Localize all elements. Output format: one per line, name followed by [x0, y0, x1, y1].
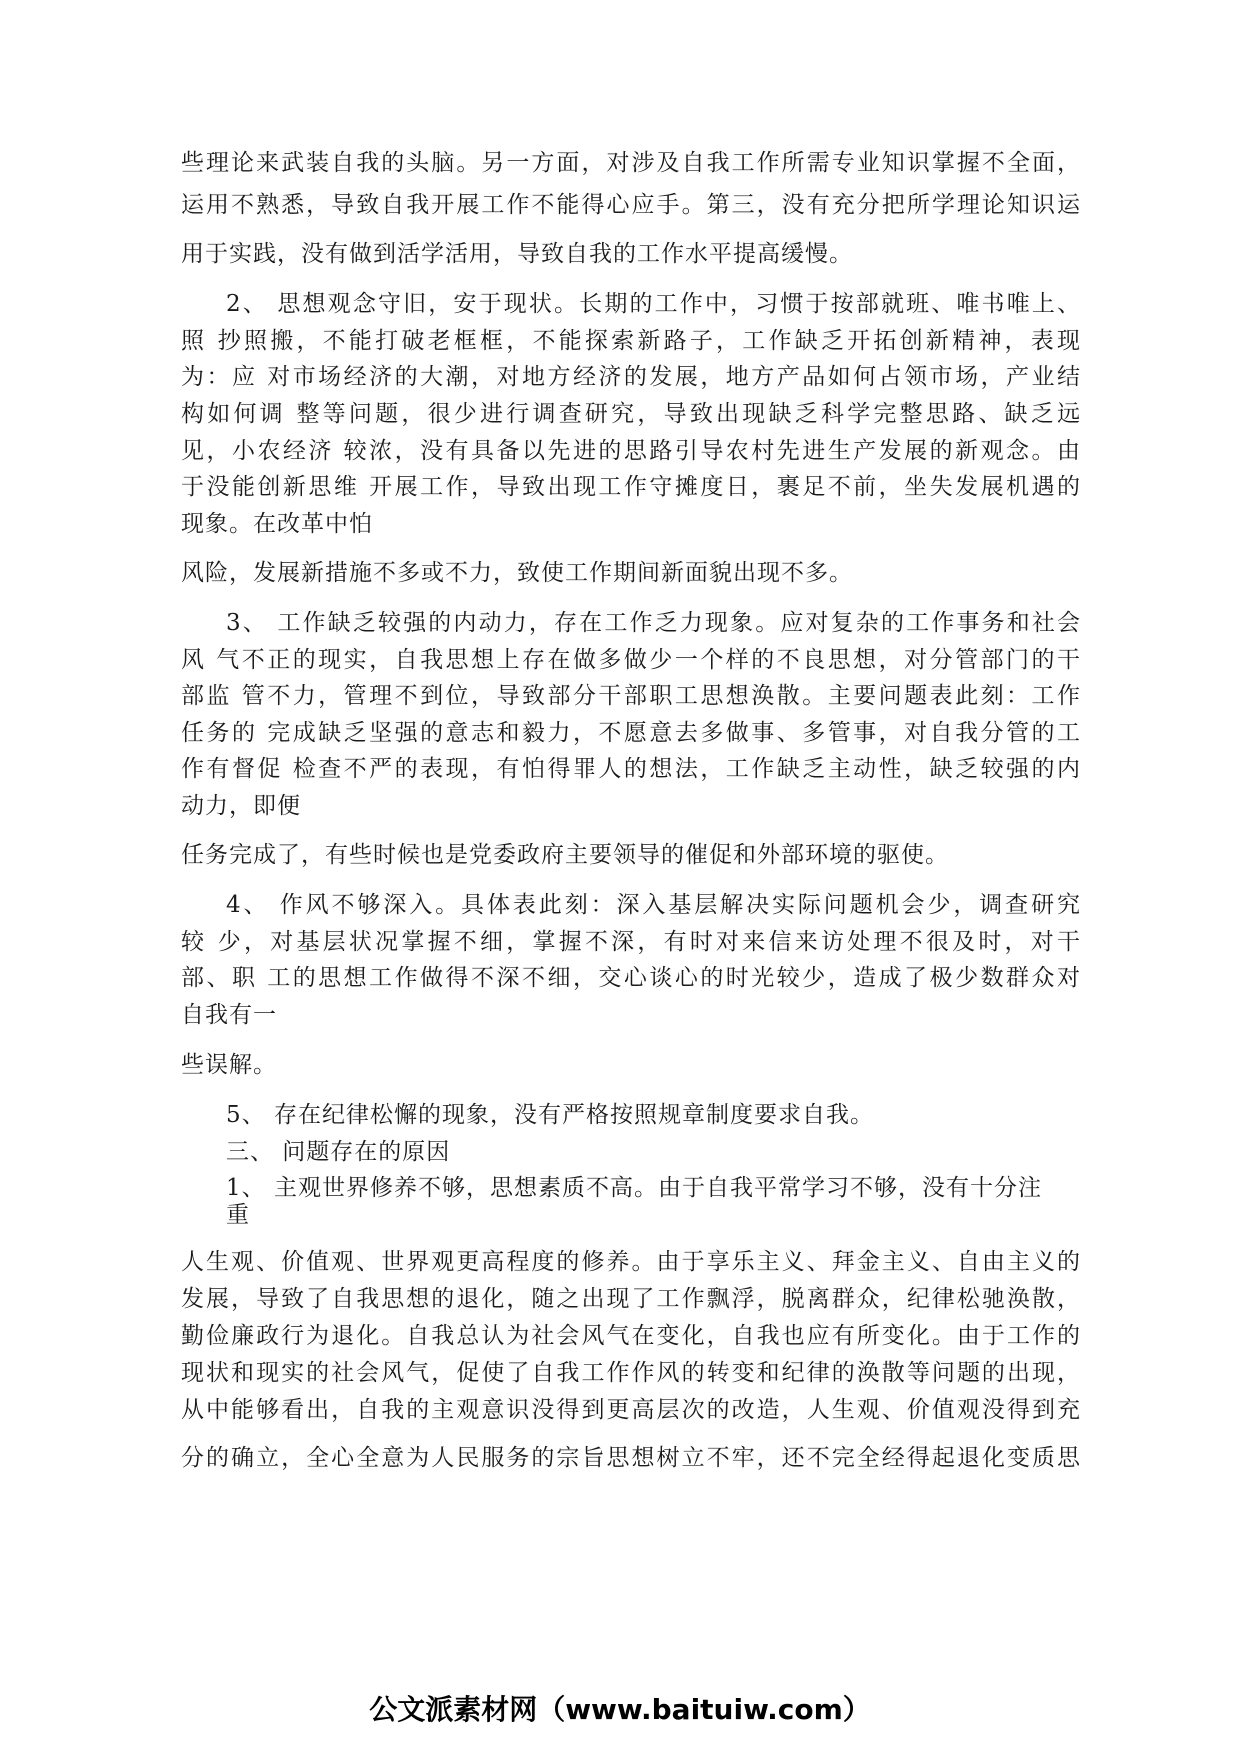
text-line: 三、 问题存在的原因: [226, 1139, 451, 1165]
text-line: 见，小农经济 较浓，没有具备以先进的思路引导农村先进生产发展的新观念。由: [181, 438, 1081, 464]
text-line: 勤俭廉政行为退化。自我总认为社会风气在变化，自我也应有所变化。由于工作的: [181, 1323, 1081, 1349]
text-line: 发展，导致了自我思想的退化，随之出现了工作飘浮，脱离群众，纪律松驰涣散，: [181, 1286, 1081, 1312]
text-line: 风险，发展新措施不多或不力，致使工作期间新面貌出现不多。: [181, 560, 853, 586]
text-line: 从中能够看出，自我的主观意识没得到更高层次的改造，人生观、价值观没得到充: [181, 1397, 1081, 1423]
text-line: 5、 存在纪律松懈的现象，没有严格按照规章制度要求自我。: [226, 1102, 874, 1128]
text-line: 照 抄照搬，不能打破老框框，不能探索新路子，工作缺乏开拓创新精神，表现: [181, 328, 1081, 354]
text-line: 任务完成了，有些时候也是党委政府主要领导的催促和外部环境的驱使。: [181, 842, 949, 868]
text-line: 任务的 完成缺乏坚强的意志和毅力，不愿意去多做事、多管事，对自我分管的工: [181, 720, 1081, 746]
footer-watermark: 公文派素材网（www.baituiw.com）: [369, 1693, 871, 1726]
text-line: 3、 工作缺乏较强的内动力，存在工作乏力现象。应对复杂的工作事务和社会: [226, 610, 1081, 636]
text-line: 现状和现实的社会风气，促使了自我工作作风的转变和纪律的涣散等问题的出现，: [181, 1360, 1081, 1386]
text-line: 分的确立，全心全意为人民服务的宗旨思想树立不牢，还不完全经得起退化变质思: [181, 1445, 1081, 1471]
text-line: 为：应 对市场经济的大潮，对地方经济的发展，地方产品如何占领市场，产业结: [181, 364, 1081, 390]
text-line: 1、 主观世界修养不够，思想素质不高。由于自我平常学习不够，没有十分注: [226, 1175, 1042, 1201]
text-line: 部、职 工的思想工作做得不深不细，交心谈心的时光较少，造成了极少数群众对: [181, 965, 1081, 991]
text-line: 自我有一: [181, 1002, 277, 1028]
text-line: 运用不熟悉，导致自我开展工作不能得心应手。第三，没有充分把所学理论知识运: [181, 192, 1081, 218]
text-line: 作有督促 检查不严的表现，有怕得罪人的想法，工作缺乏主动性，缺乏较强的内: [181, 756, 1081, 782]
text-line: 部监 管不力，管理不到位，导致部分干部职工思想涣散。主要问题表此刻：工作: [181, 683, 1081, 709]
text-line: 较 少，对基层状况掌握不细，掌握不深，有时对来信来访处理不很及时，对干: [181, 929, 1081, 955]
text-line: 4、 作风不够深入。具体表此刻：深入基层解决实际问题机会少，调查研究: [226, 892, 1081, 918]
text-line: 2、 思想观念守旧，安于现状。长期的工作中，习惯于按部就班、唯书唯上、: [226, 291, 1081, 317]
text-line: 动力，即便: [181, 793, 301, 819]
text-line: 风 气不正的现实，自我思想上存在做多做少一个样的不良思想，对分管部门的干: [181, 647, 1081, 673]
text-line: 些理论来武装自我的头脑。另一方面，对涉及自我工作所需专业知识掌握不全面，: [181, 150, 1081, 176]
text-line: 现象。在改革中怕: [181, 511, 373, 537]
text-line: 于没能创新思维 开展工作，导致出现工作守摊度日，裹足不前，坐失发展机遇的: [181, 474, 1081, 500]
text-line: 重: [226, 1202, 250, 1228]
text-line: 用于实践，没有做到活学活用，导致自我的工作水平提高缓慢。: [181, 241, 853, 267]
text-line: 些误解。: [181, 1052, 277, 1078]
text-line: 构如何调 整等问题，很少进行调查研究，导致出现缺乏科学完整思路、缺乏远: [181, 401, 1081, 427]
text-line: 人生观、价值观、世界观更高程度的修养。由于享乐主义、拜金主义、自由主义的: [181, 1249, 1081, 1275]
